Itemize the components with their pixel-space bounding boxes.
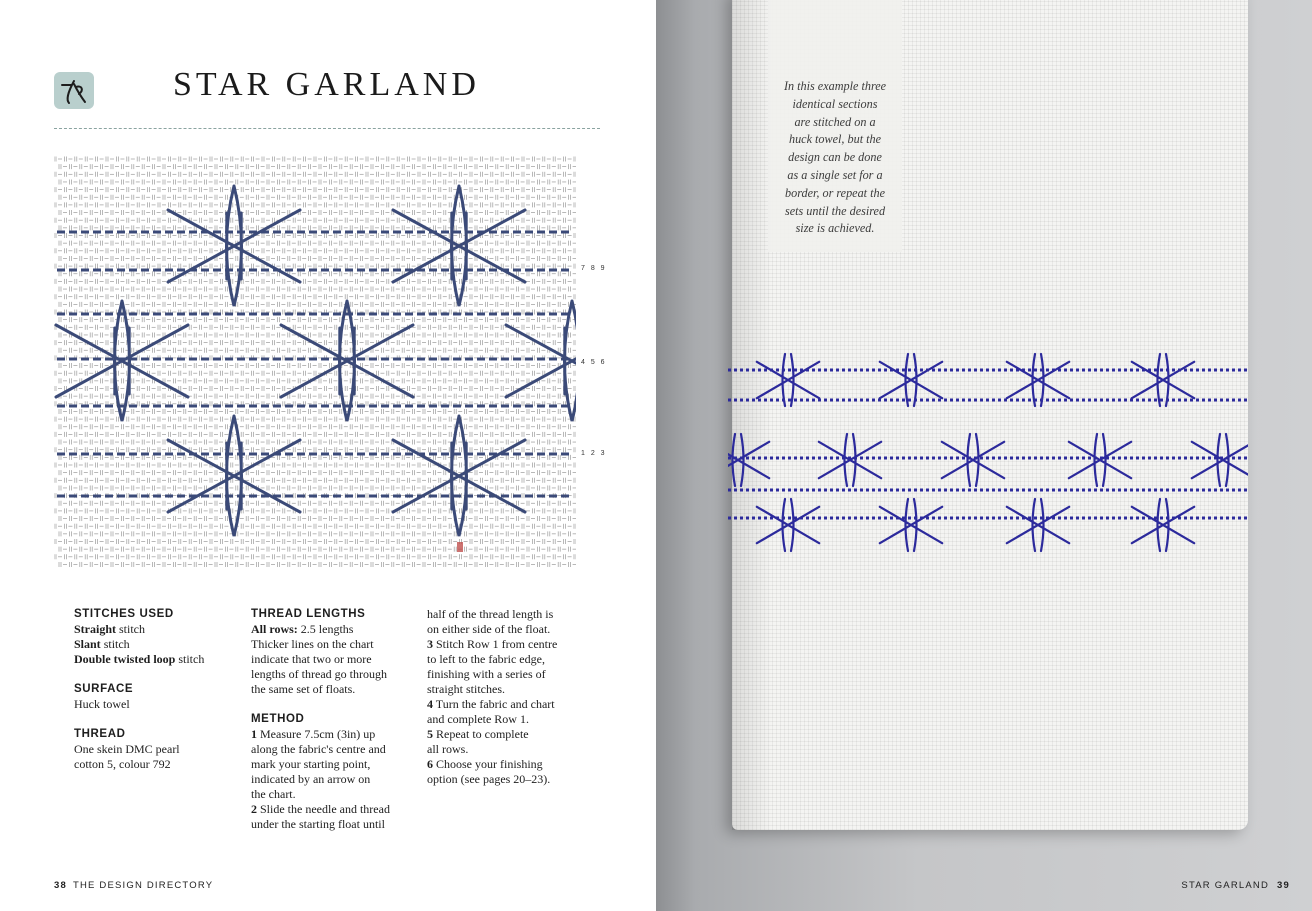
right-page	[656, 0, 1312, 911]
thread-lengths-heading: THREAD LENGTHS	[251, 608, 366, 620]
thread-text: cotton 5, colour 792	[74, 757, 171, 771]
chart-stitches	[56, 186, 576, 536]
page-number: 38	[54, 880, 67, 891]
method-step-5: 5 Repeat to complete	[427, 727, 529, 741]
thread-text: One skein DMC pearl	[74, 742, 180, 756]
method-step-3: 3 Stitch Row 1 from centre	[427, 637, 558, 651]
thread-heading: THREAD	[74, 728, 126, 740]
body-line: indicated by an arrow on	[251, 772, 371, 786]
body-line: mark your starting point,	[251, 757, 371, 771]
needle-logo-icon	[54, 72, 94, 109]
page-number: 39	[1277, 880, 1290, 891]
chart-grid	[54, 157, 576, 567]
photo-caption: In this example three identical sections are stitched on a huck towel, but the design can be done as a single set for a border, or repeat the sets until the desired size is achieved.	[783, 79, 887, 236]
folio-right	[1181, 880, 1290, 891]
body-line: under the starting float until	[251, 817, 385, 831]
row-label-789: 7 8 9	[581, 265, 607, 272]
title-divider	[54, 128, 600, 129]
method-step-1: 1 Measure 7.5cm (3in) up	[251, 727, 376, 741]
surface-text: Huck towel	[74, 697, 130, 711]
body-line: lengths of thread go through	[251, 667, 387, 681]
body-line: all rows.	[427, 742, 469, 756]
body-line: finishing with a series of	[427, 667, 546, 681]
folio-left	[54, 880, 213, 891]
all-rows-text: All rows: 2.5 lengths	[251, 622, 354, 636]
page-title: STAR GARLAND	[173, 66, 480, 103]
body-line: option (see pages 20–23).	[427, 772, 551, 786]
body-line: indicate that two or more	[251, 652, 372, 666]
body-line: half of the thread length is	[427, 607, 554, 621]
body-line: the chart.	[251, 787, 296, 801]
method-step-4: 4 Turn the fabric and chart	[427, 697, 555, 711]
column-1	[74, 607, 244, 772]
running-head: THE DESIGN DIRECTORY	[72, 880, 214, 891]
method-step-2: 2 Slide the needle and thread	[251, 802, 390, 816]
body-line: to left to the fabric edge,	[427, 652, 545, 666]
start-marker	[457, 542, 463, 552]
method-heading: METHOD	[251, 713, 305, 725]
running-head: STAR GARLAND	[1181, 880, 1270, 891]
stitch-item: Slant stitch	[74, 637, 130, 651]
stitch-item: Double twisted loop stitch	[74, 652, 205, 666]
row-label-456: 4 5 6	[581, 359, 607, 366]
row-label-123: 1 2 3	[581, 450, 607, 457]
stitch-item: Straight stitch	[74, 622, 145, 636]
body-line: straight stitches.	[427, 682, 505, 696]
stitch-chart	[54, 156, 576, 568]
method-step-6: 6 Choose your finishing	[427, 757, 543, 771]
surface-heading: SURFACE	[74, 683, 134, 695]
body-line: Thicker lines on the chart	[251, 637, 374, 651]
column-3	[427, 607, 603, 787]
stitches-heading: STITCHES USED	[74, 608, 174, 620]
embroidery-band	[728, 340, 1248, 570]
body-line: and complete Row 1.	[427, 712, 529, 726]
logo	[54, 72, 94, 109]
body-line: on either side of the float.	[427, 622, 551, 636]
body-line: along the fabric's centre and	[251, 742, 386, 756]
column-2	[251, 607, 423, 832]
body-line: the same set of floats.	[251, 682, 356, 696]
